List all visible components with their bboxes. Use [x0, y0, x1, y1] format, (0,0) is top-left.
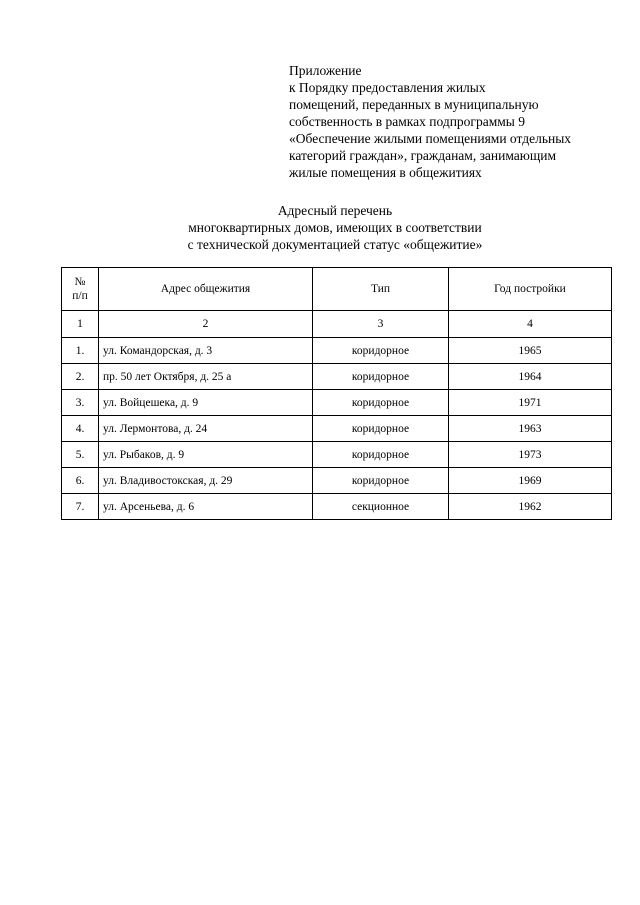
row-number: 7.	[62, 494, 99, 520]
row-address: ул. Войцешека, д. 9	[99, 390, 313, 416]
title-line: Адресный перечень	[277, 203, 393, 218]
appendix-line: жилые помещения в общежитиях	[289, 165, 482, 180]
row-address: ул. Лермонтова, д. 24	[99, 416, 313, 442]
title-line: многоквартирных домов, имеющих в соответствии	[188, 220, 482, 235]
header-number-line1: №	[74, 276, 86, 288]
header-year: Год постройки	[449, 268, 612, 311]
table-row	[62, 442, 612, 468]
row-year: 1969	[449, 468, 612, 494]
table-header-row	[62, 268, 612, 311]
row-type: коридорное	[313, 442, 449, 468]
row-year: 1962	[449, 494, 612, 520]
appendix-line: помещений, переданных в муниципальную	[289, 97, 539, 112]
row-number: 4.	[62, 416, 99, 442]
title-line: с технической документацией статус «общежитие»	[187, 237, 483, 252]
row-number: 3.	[62, 390, 99, 416]
appendix-line: собственность в рамках подпрограммы 9	[289, 114, 525, 129]
table-row	[62, 416, 612, 442]
row-type: коридорное	[313, 416, 449, 442]
appendix-line: к Порядку предоставления жилых	[289, 80, 486, 95]
column-number: 1	[62, 311, 99, 338]
header-type: Тип	[313, 268, 449, 311]
row-number: 5.	[62, 442, 99, 468]
row-type: коридорное	[313, 468, 449, 494]
column-number: 4	[449, 311, 612, 338]
appendix-line: Приложение	[289, 63, 362, 78]
row-year: 1965	[449, 338, 612, 364]
column-number: 2	[99, 311, 313, 338]
table-row	[62, 364, 612, 390]
row-address: ул. Владивостокская, д. 29	[99, 468, 313, 494]
dormitory-address-table	[61, 267, 612, 520]
row-address: ул. Арсеньева, д. 6	[99, 494, 313, 520]
table-row	[62, 494, 612, 520]
row-address: пр. 50 лет Октября, д. 25 а	[99, 364, 313, 390]
row-type: коридорное	[313, 364, 449, 390]
row-year: 1973	[449, 442, 612, 468]
row-number: 1.	[62, 338, 99, 364]
row-type: коридорное	[313, 338, 449, 364]
row-address: ул. Рыбаков, д. 9	[99, 442, 313, 468]
row-type: секционное	[313, 494, 449, 520]
header-number-line2: п/п	[72, 290, 88, 302]
row-year: 1963	[449, 416, 612, 442]
row-year: 1971	[449, 390, 612, 416]
appendix-block	[289, 62, 629, 181]
header-address: Адрес общежития	[99, 268, 313, 311]
header-number	[62, 268, 99, 311]
column-number: 3	[313, 311, 449, 338]
appendix-line: «Обеспечение жилыми помещениями отдельных	[289, 131, 572, 146]
appendix-line: категорий граждан», гражданам, занимающим	[289, 148, 557, 163]
row-number: 2.	[62, 364, 99, 390]
table-row	[62, 390, 612, 416]
document-title	[0, 202, 640, 253]
table-row	[62, 338, 612, 364]
table-row	[62, 468, 612, 494]
row-type: коридорное	[313, 390, 449, 416]
column-numbering-row	[62, 311, 612, 338]
row-year: 1964	[449, 364, 612, 390]
row-number: 6.	[62, 468, 99, 494]
row-address: ул. Командорская, д. 3	[99, 338, 313, 364]
